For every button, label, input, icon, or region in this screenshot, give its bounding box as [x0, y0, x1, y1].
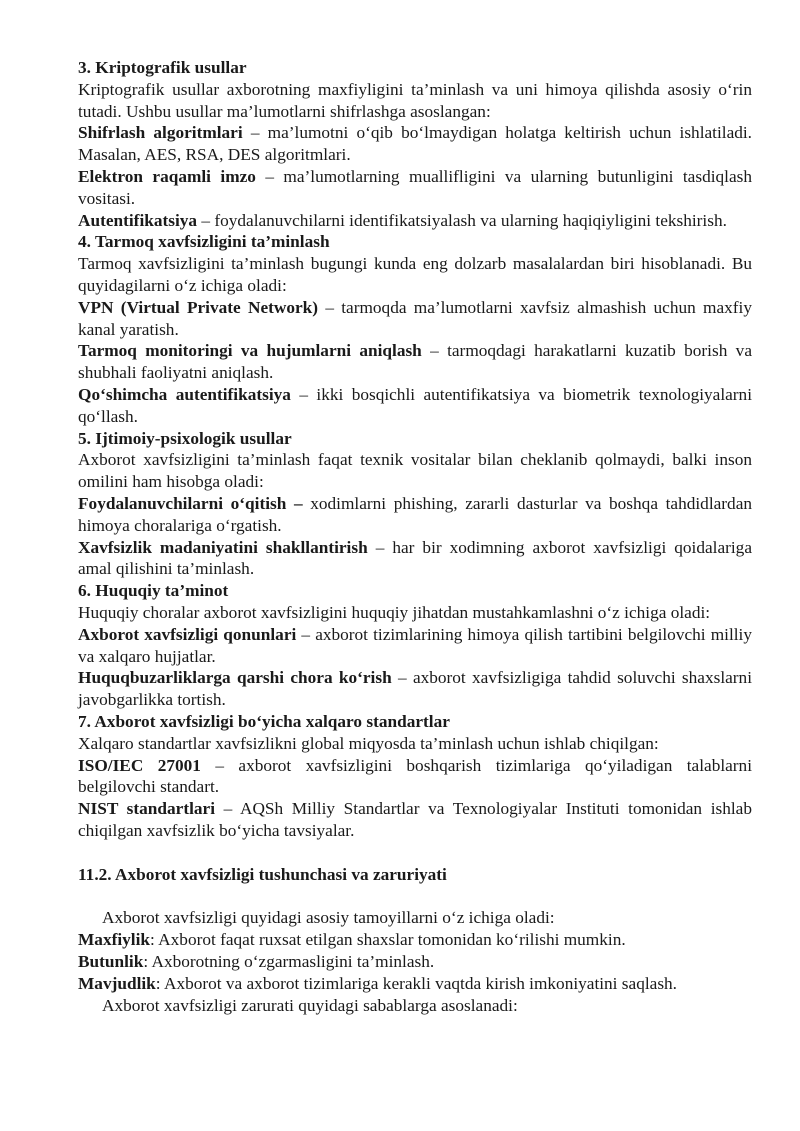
item-text: – axborot xavfsizligini boshqarish tizimlariga qo‘yiladigan talablarni belgilovchi standart. — [78, 755, 752, 797]
item-text: xodimlarni phishing, zararli dasturlar va boshqa tahdidlardan himoya choralariga o‘rgatish. — [78, 493, 752, 535]
paragraph: Tarmoq xavfsizligini ta’minlash bugungi kunda eng dolzarb masalalardan biri hisoblanadi. Bu quyidagilarni o‘z ichiga oladi: — [78, 254, 752, 295]
section-heading: 5. Ijtimoiy-psixologik usullar — [78, 428, 292, 448]
section-heading: 4. Tarmoq xavfsizligini ta’minlash — [78, 232, 330, 252]
item-text: – ma’lumotni o‘qib bo‘lmaydigan holatga keltirish uchun ishlatiladi. Masalan, AES, RSA, DES algoritmlari. — [78, 123, 752, 165]
item-term: ISO/IEC 27001 — [78, 755, 201, 775]
paragraph: Xalqaro standartlar xavfsizlikni global miqyosda ta’minlash uchun ishlab chiqilgan: — [78, 733, 659, 753]
item-text: – har bir xodimning axborot xavfsizligi qoidalariga amal qilishini ta’minlash. — [78, 537, 752, 579]
item-term: Shifrlash algoritmlari — [78, 123, 243, 143]
item-term: Butunlik — [78, 952, 144, 972]
item-term: Tarmoq monitoringi va hujumlarni aniqlash — [78, 341, 422, 361]
item-term: Elektron raqamli imzo — [78, 166, 256, 186]
paragraph: Axborot xavfsizligi zarurati quyidagi sabablarga asoslanadi: — [102, 995, 518, 1015]
item-term: Qo‘shimcha autentifikatsiya — [78, 384, 291, 404]
item-text: – axborot xavfsizligiga tahdid soluvchi shaxslarni javobgarlikka tortish. — [78, 668, 753, 710]
item-term: Mavjudlik — [78, 973, 156, 993]
list-item — [78, 122, 752, 166]
item-term: Autentifikatsiya — [78, 210, 198, 230]
item-text: – tarmoqdagi harakatlarni kuzatib borish va shubhali faoliyatni aniqlash. — [78, 341, 752, 383]
list-item — [78, 166, 752, 210]
item-text: – tarmoqda ma’lumotlarni xavfsiz almashish uchun maxfiy kanal yaratish. — [78, 297, 752, 339]
list-item — [78, 929, 752, 951]
list-item — [78, 384, 752, 428]
item-text: – axborot tizimlarining himoya qilish tartibini belgilovchi milliy va xalqaro hujjatlar. — [78, 624, 752, 666]
spacer — [78, 885, 752, 907]
item-term: Huquqbuzarliklarga qarshi chora ko‘rish — [78, 668, 392, 688]
section-heading: 6. Huquqiy ta’minot — [78, 581, 229, 601]
paragraph: Axborot xavfsizligi quyidagi asosiy tamoyillarni o‘z ichiga oladi: — [102, 908, 555, 928]
item-term: Xavfsizlik madaniyatini shakllantirish — [78, 537, 368, 557]
section-heading: 3. Kriptografik usullar — [78, 58, 247, 77]
item-text: : Axborot va axborot tizimlariga kerakli vaqtda kirish imkoniyatini saqlash. — [155, 973, 678, 993]
chapter-heading: 11.2. Axborot xavfsizligi tushunchasi va zaruriyati — [78, 864, 447, 884]
list-item — [78, 297, 752, 341]
paragraph: Huquqiy choralar axborot xavfsizligini huquqiy jihatdan mustahkamlashni o‘z ichiga oladi: — [78, 602, 711, 622]
item-term: Maxfiylik — [78, 930, 151, 950]
list-item — [78, 798, 752, 842]
list-item — [78, 493, 752, 537]
item-text: : Axborot faqat ruxsat etilgan shaxslar tomonidan ko‘rilishi mumkin. — [150, 930, 626, 950]
list-item — [78, 340, 752, 384]
list-item — [78, 537, 752, 581]
list-item — [78, 624, 752, 668]
list-item — [78, 973, 752, 995]
paragraph: Axborot xavfsizligini ta’minlash faqat texnik vositalar bilan cheklanib qolmaydi, balki inson omilini ham hisobga oladi: — [78, 450, 752, 492]
item-text: – foydalanuvchilarni identifikatsiyalash va ularning haqiqiyligini tekshirish. — [197, 210, 727, 230]
item-text: – AQSh Milliy Standartlar va Texnologiyalar Instituti tomonidan ishlab chiqilgan xavfsizlik bo‘yicha tavsiyalar. — [78, 799, 752, 840]
item-term: Foydalanuvchilarni o‘qitish – — [78, 493, 303, 513]
spacer — [78, 842, 752, 864]
list-item — [78, 951, 752, 973]
item-term: VPN (Virtual Private Network) — [78, 297, 319, 317]
item-text: : Axborotning o‘zgarmasligini ta’minlash. — [143, 952, 435, 972]
item-term: Axborot xavfsizligi qonunlari — [78, 624, 297, 644]
document-page — [78, 57, 752, 1016]
list-item — [78, 667, 752, 711]
list-item — [78, 755, 752, 799]
item-text: – ikki bosqichli autentifikatsiya va biometrik texnologiyalarni qo‘llash. — [78, 384, 752, 426]
item-term: NIST standartlari — [78, 799, 215, 819]
paragraph: Kriptografik usullar axborotning maxfiyligini ta’minlash va uni himoya qilishda asosiy o‘rin tutadi. Ushbu usullar ma’lumotlarni shifrlashga asoslangan: — [78, 79, 752, 121]
section-heading: 7. Axborot xavfsizligi bo‘yicha xalqaro standartlar — [78, 711, 450, 731]
list-item — [78, 210, 752, 232]
item-text: – ma’lumotlarning muallifligini va ularning butunligini tasdiqlash vositasi. — [78, 166, 753, 208]
